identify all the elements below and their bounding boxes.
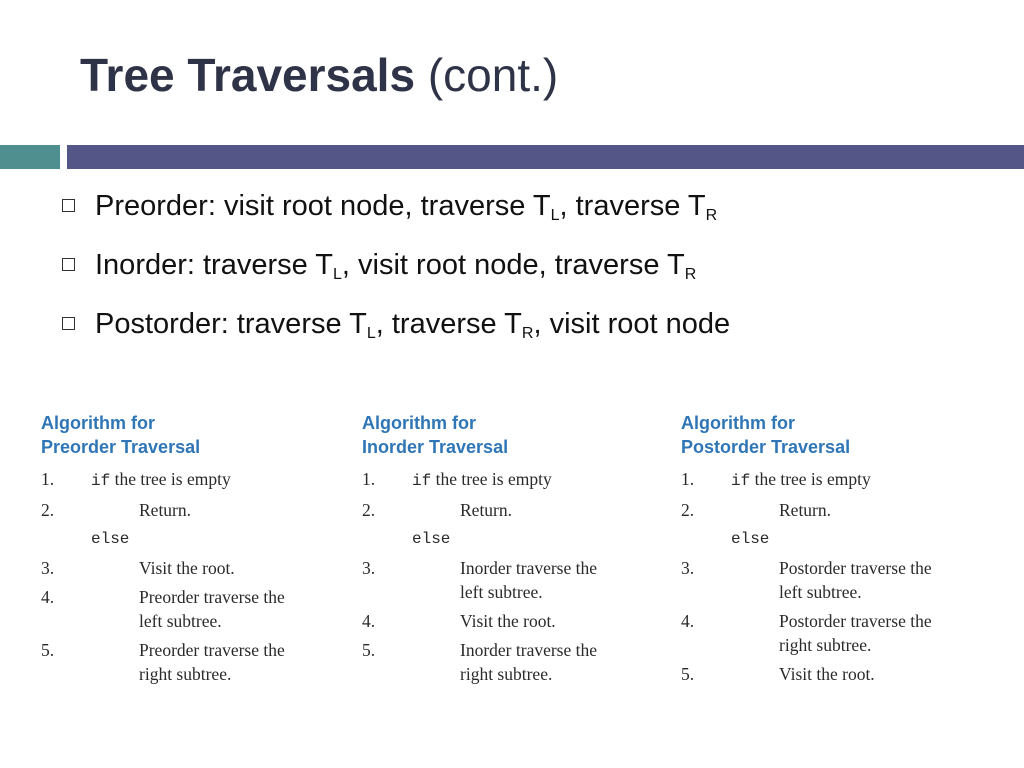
algorithm-step-3: 3. Inorder traverse the left subtree. bbox=[362, 558, 598, 602]
hollow-square-icon bbox=[62, 258, 75, 271]
algorithm-step-5: 5. Preorder traverse the right subtree. bbox=[41, 640, 285, 684]
algorithm-step-5: 5. Inorder traverse the right subtree. bbox=[362, 640, 598, 684]
bullet-preorder bbox=[62, 190, 730, 249]
algorithm-step-3: 3. Postorder traverse the left subtree. bbox=[681, 558, 932, 602]
algorithm-else: else bbox=[412, 530, 451, 548]
bullet-text: Postorder: traverse $T_L$, traverse $T_R$, visit root node bbox=[95, 308, 731, 342]
hollow-square-icon bbox=[62, 199, 75, 212]
accent-bar-teal bbox=[0, 145, 60, 169]
hollow-square-icon bbox=[62, 317, 75, 330]
algorithm-heading: Algorithm for Inorder Traversal bbox=[362, 413, 509, 457]
algorithm-preorder bbox=[41, 411, 341, 686]
bullet-text: Preorder: visit root node, traverse $T_L$, traverse $T_R$ bbox=[95, 190, 718, 224]
slide-title-main: Tree Traversals bbox=[80, 49, 416, 101]
bullet-inorder bbox=[62, 249, 730, 308]
algorithm-heading: Algorithm for Preorder Traversal bbox=[41, 413, 201, 457]
algorithm-postorder bbox=[681, 411, 981, 686]
bullet-list bbox=[62, 190, 730, 367]
algorithm-step-2: 2. Return. bbox=[41, 500, 192, 520]
algorithm-step-4: 4. Postorder traverse the right subtree. bbox=[681, 611, 932, 655]
algorithm-step-4: 4. Visit the root. bbox=[362, 611, 556, 631]
algorithm-step-1: 1. if the tree is empty bbox=[362, 469, 552, 490]
algorithm-step-4: 4. Preorder traverse the left subtree. bbox=[41, 587, 285, 631]
algorithm-heading: Algorithm for Postorder Traversal bbox=[681, 413, 851, 457]
algorithm-step-2: 2. Return. bbox=[681, 500, 832, 520]
algorithm-inorder bbox=[362, 411, 662, 686]
bullet-text: Inorder: traverse $T_L$, visit root node, traverse $T_R$ bbox=[95, 249, 697, 283]
algorithm-else: else bbox=[731, 530, 770, 548]
algorithm-else: else bbox=[91, 530, 130, 548]
slide-title bbox=[80, 49, 559, 101]
bullet-postorder bbox=[62, 308, 730, 367]
algorithm-step-2: 2. Return. bbox=[362, 500, 513, 520]
algorithm-step-1: 1. if the tree is empty bbox=[41, 469, 231, 490]
slide-title-suffix: (cont.) bbox=[427, 49, 559, 101]
algorithm-step-5: 5. Visit the root. bbox=[681, 664, 875, 684]
algorithm-step-1: 1. if the tree is empty bbox=[681, 469, 871, 490]
accent-bar-purple bbox=[67, 145, 1024, 169]
algorithm-step-3: 3. Visit the root. bbox=[41, 558, 235, 578]
